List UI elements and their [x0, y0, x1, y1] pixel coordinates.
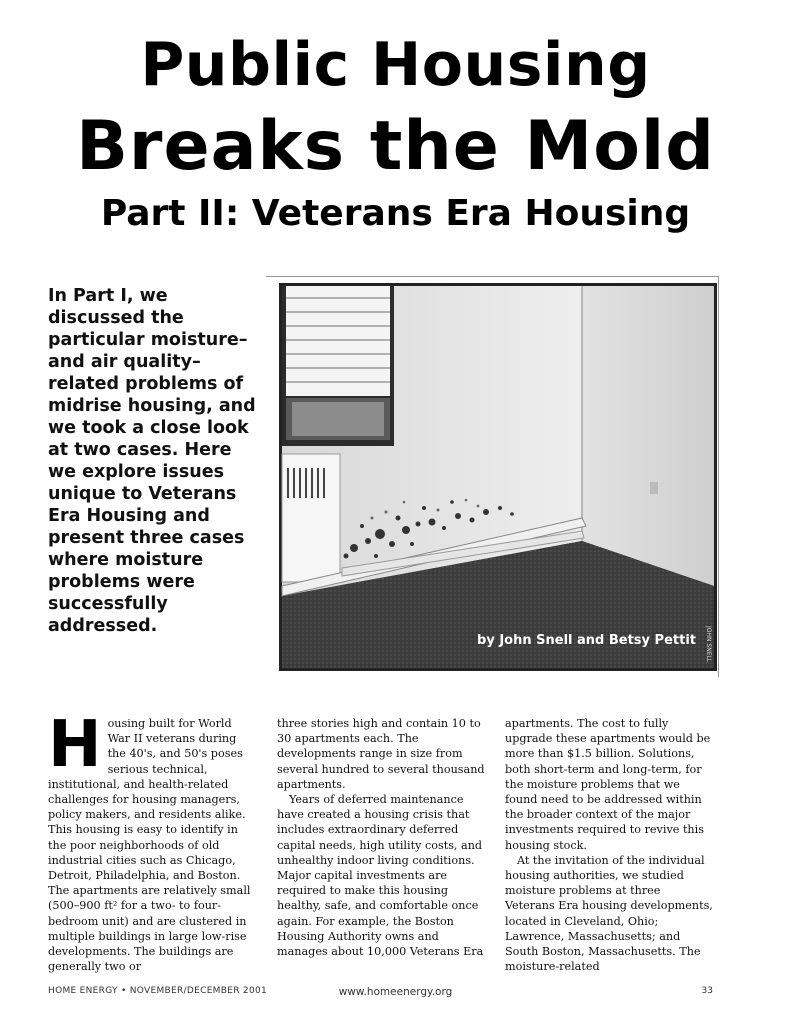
- article-column-1: [48, 708, 256, 974]
- drop-cap: H: [48, 708, 102, 782]
- column-2-paragraph-1: three stories high and contain 10 to 30 apartments each. The developments range in size from several hundred to several thousand apartments.: [277, 717, 485, 791]
- column-1-paragraph: ousing built for World War II veterans during the 40's, and 50's poses serious technical, institutional, and health-related challenges for housing managers, policy makers, and residents alike. This housing is easy to identify in the poor neighborhoods of old industrial cities such as Chicago, Detroit, Philadelphia, and Boston. The apartments are relatively small (500–900 ft² for a two- to four-bedroom unit) and are clustered in multiple buildings in large low-rise developments. The buildings are generally two or: [48, 717, 251, 974]
- column-3-paragraph-2: At the invitation of the individual housing authorities, we studied moisture problems at three Veterans Era housing developments, located in Cleveland, Ohio; Lawrence, Massachusetts; and South Boston, Massachusetts. The moisture-related: [505, 853, 713, 974]
- photo-credit: JOHN SNELL: [705, 625, 712, 662]
- title-line-2: Breaks the Mold: [76, 107, 715, 186]
- article-column-3: [505, 716, 713, 974]
- subtitle: Part II: Veterans Era Housing: [100, 193, 691, 234]
- column-3-paragraph-1: apartments. The cost to fully upgrade these apartments would be more than $1.5 billion. Solutions, both short-term and long-term, for the moisture problems that we found need to be addressed within the broader context of the major investments required to revive this housing stock.: [505, 717, 711, 852]
- byline: by John Snell and Betsy Pettit: [477, 633, 696, 648]
- moldy-room-image: [282, 286, 714, 668]
- intro-deck: In Part I, we discussed the particular moisture– and air quality–related problems of midrise housing, and we took a close look at two cases. Here we explore issues unique to Veterans Era Housing and present three cases where moisture problems were successfully addressed.: [48, 286, 256, 636]
- footer-website-link[interactable]: www.homeenergy.org: [338, 986, 453, 998]
- title-line-1: Public Housing: [140, 30, 651, 100]
- column-2-paragraph-2: Years of deferred maintenance have created a housing crisis that includes extraordinary deferred capital needs, high utility costs, and unhealthy indoor living conditions. Major capital investments are required to make this housing healthy, safe, and comfortable once again. For example, the Boston Housing Authority owns and manages about 10,000 Veterans Era: [277, 793, 484, 959]
- footer-publication: HOME ENERGY • NOVEMBER/DECEMBER 2001: [48, 986, 268, 996]
- page-number: 33: [701, 986, 713, 996]
- article-photo: [279, 283, 717, 671]
- article-column-2: [277, 716, 485, 959]
